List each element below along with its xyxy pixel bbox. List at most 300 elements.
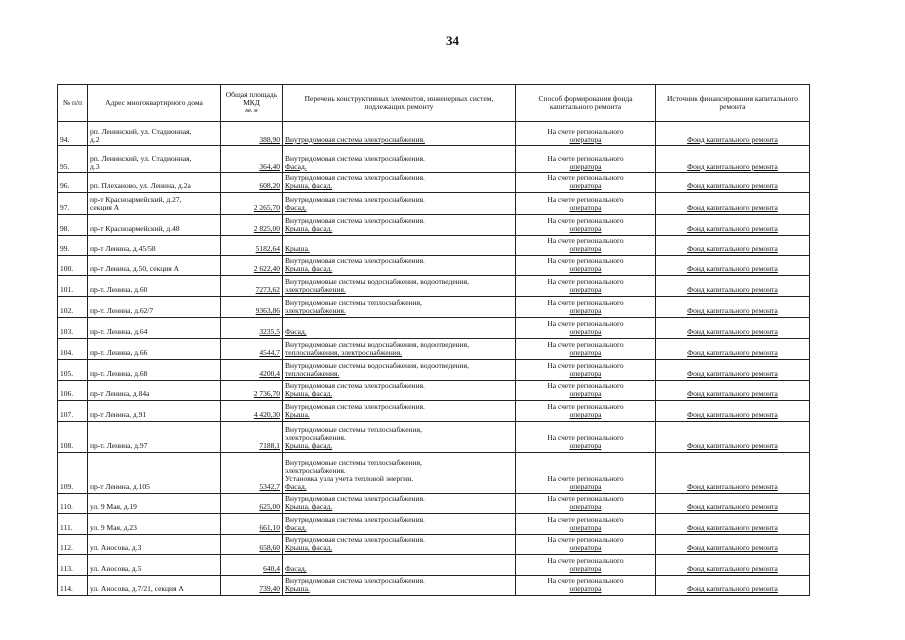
row-number: 96.: [58, 173, 88, 193]
source-value: Фонд капитального ремонта: [687, 584, 778, 594]
cell-line: пр-т. Ленина, д.66: [90, 348, 148, 358]
area-value: 625,00: [259, 502, 280, 512]
row-address: [88, 255, 221, 275]
cell-line: оператора: [569, 203, 602, 213]
row-number: 109.: [58, 452, 88, 493]
cell-line: Внутридомовая система электроснабжения.: [285, 173, 425, 182]
cell-line: Внутридомовые системы теплоснабжения,: [285, 298, 422, 307]
cell-line: оператора: [569, 224, 602, 234]
cell-line: Крыша, фасад.: [285, 502, 333, 512]
area-value: 3235,5: [259, 327, 280, 337]
row-address: [88, 513, 221, 534]
cell-line: На счете регионального: [547, 556, 624, 565]
row-area: [221, 380, 283, 400]
row-number: 114.: [58, 575, 88, 595]
area-value: 640,4: [263, 564, 280, 574]
cell-line: На счете регионального: [547, 535, 624, 544]
row-area: [221, 255, 283, 275]
table-row: [58, 275, 810, 296]
table-row: [58, 192, 810, 214]
cell-line: Фасад.: [285, 482, 307, 492]
cell-line: пр-т Красноармейский, д.27,: [90, 195, 182, 204]
row-source: [656, 359, 810, 380]
row-elements: [283, 192, 516, 214]
row-method: [516, 275, 656, 296]
row-source: [656, 235, 810, 255]
row-address: [88, 296, 221, 317]
cell-line: пр-т Ленина, д.45/58: [90, 244, 156, 254]
row-area: [221, 554, 283, 575]
cell-line: оператора: [569, 441, 602, 451]
row-source: [656, 534, 810, 554]
row-method: [516, 235, 656, 255]
area-value: 739,40: [259, 584, 280, 594]
row-number: 95.: [58, 146, 88, 173]
cell-line: Внутридомовая система электроснабжения.: [285, 216, 425, 225]
cell-line: Фасад.: [285, 161, 307, 171]
source-value: Фонд капитального ремонта: [687, 410, 778, 420]
row-address: [88, 275, 221, 296]
cell-line: Крыша, фасад.: [285, 181, 333, 191]
row-number: 97.: [58, 192, 88, 214]
cell-line: Внутридомовая система электроснабжения.: [285, 134, 425, 144]
row-area: [221, 338, 283, 359]
cell-line: На счете регионального: [547, 277, 624, 286]
cell-line: На счете регионального: [547, 236, 624, 245]
row-number: 102.: [58, 296, 88, 317]
header-area-label: Общая площадь МКД: [225, 89, 278, 108]
cell-line: пр-т. Ленина, д.64: [90, 327, 148, 337]
table-row: [58, 146, 810, 173]
cell-line: рп. Ленинский, ул. Стадионная,: [90, 153, 192, 163]
cell-line: Внутридомовая система электроснабжения.: [285, 494, 425, 503]
header-area-unit: кв. м: [245, 108, 258, 115]
area-value: 4 420,30: [253, 410, 280, 420]
row-elements: [283, 513, 516, 534]
row-number: 107.: [58, 400, 88, 421]
row-address: [88, 122, 221, 146]
source-value: Фонд капитального ремонта: [687, 181, 778, 191]
cell-line: На счете регионального: [547, 494, 624, 503]
row-address: [88, 173, 221, 193]
table-row: [58, 452, 810, 493]
source-value: Фонд капитального ремонта: [687, 482, 778, 492]
cell-line: На счете регионального: [547, 195, 624, 204]
cell-line: Внутридомовая система электроснабжения.: [285, 381, 425, 390]
area-value: 2 265,70: [253, 203, 280, 213]
table-row: [58, 554, 810, 575]
cell-line: теплоснабжения, электроснабжения.: [285, 348, 403, 358]
row-method: [516, 452, 656, 493]
row-method: [516, 380, 656, 400]
row-elements: [283, 380, 516, 400]
cell-line: Внутридомовые системы водоснабжения, водоотведения,: [285, 277, 469, 286]
row-method: [516, 338, 656, 359]
row-address: [88, 338, 221, 359]
source-value: Фонд капитального ремонта: [687, 285, 778, 295]
source-value: Фонд капитального ремонта: [687, 502, 778, 512]
cell-line: На счете регионального: [547, 361, 624, 370]
row-method: [516, 400, 656, 421]
row-address: [88, 317, 221, 338]
row-number: 94.: [58, 122, 88, 146]
table-body: [58, 122, 810, 596]
row-number: 101.: [58, 275, 88, 296]
area-value: 4200,4: [259, 369, 280, 379]
row-method: [516, 122, 656, 146]
row-address: [88, 359, 221, 380]
cell-line: Внутридомовые системы водоснабжения, водоотведения,: [285, 340, 469, 349]
row-elements: [283, 214, 516, 235]
cell-line: На счете регионального: [547, 381, 624, 390]
source-value: Фонд капитального ремонта: [687, 244, 778, 254]
row-method: [516, 296, 656, 317]
row-area: [221, 575, 283, 595]
row-source: [656, 296, 810, 317]
cell-line: Фасад.: [285, 523, 307, 533]
row-area: [221, 192, 283, 214]
table-row: [58, 359, 810, 380]
row-elements: [283, 359, 516, 380]
cell-line: На счете регионального: [547, 216, 624, 225]
row-method: [516, 554, 656, 575]
cell-line: Внутридомовая система электроснабжения.: [285, 256, 425, 265]
area-value: 608,20: [259, 181, 280, 191]
cell-line: оператора: [569, 369, 602, 379]
cell-line: оператора: [569, 181, 602, 191]
cell-line: д.3: [90, 161, 100, 171]
cell-line: На счете регионального: [547, 474, 624, 483]
cell-line: На счете регионального: [547, 340, 624, 349]
row-elements: [283, 452, 516, 493]
cell-line: На счете регионального: [547, 153, 624, 163]
row-method: [516, 534, 656, 554]
row-source: [656, 493, 810, 513]
cell-line: оператора: [569, 306, 602, 316]
area-value: 2 825,00: [253, 224, 280, 234]
row-source: [656, 338, 810, 359]
table-row: [58, 493, 810, 513]
row-area: [221, 317, 283, 338]
header-method: Способ формирования фонда капитального ремонта: [516, 85, 656, 122]
area-value: 364,40: [259, 161, 280, 171]
cell-line: секция А: [90, 203, 120, 213]
row-area: [221, 421, 283, 452]
source-value: Фонд капитального ремонта: [687, 389, 778, 399]
row-number: 111.: [58, 513, 88, 534]
row-address: [88, 493, 221, 513]
row-number: 98.: [58, 214, 88, 235]
row-number: 105.: [58, 359, 88, 380]
source-value: Фонд капитального ремонта: [687, 134, 778, 144]
row-source: [656, 192, 810, 214]
cell-line: электроснабжения.: [285, 433, 346, 442]
cell-line: Крыша.: [285, 410, 310, 420]
area-value: 7273,62: [255, 285, 280, 295]
row-number: 100.: [58, 255, 88, 275]
repair-table: [57, 84, 810, 596]
table-row: [58, 214, 810, 235]
row-number: 108.: [58, 421, 88, 452]
header-elements: Перечень конструктивных элементов, инженерных систем, подлежащих ремонту: [283, 85, 516, 122]
row-source: [656, 122, 810, 146]
cell-line: теплоснабжения.: [285, 369, 340, 379]
row-elements: [283, 575, 516, 595]
row-elements: [283, 338, 516, 359]
row-area: [221, 359, 283, 380]
row-elements: [283, 173, 516, 193]
cell-line: На счете регионального: [547, 433, 624, 442]
cell-line: Внутридомовые системы теплоснабжения,: [285, 457, 422, 467]
cell-line: На счете регионального: [547, 126, 624, 136]
row-method: [516, 513, 656, 534]
row-elements: [283, 421, 516, 452]
row-elements: [283, 255, 516, 275]
row-address: [88, 554, 221, 575]
row-source: [656, 275, 810, 296]
cell-line: ул. Аносова, д.5: [90, 564, 142, 574]
row-method: [516, 255, 656, 275]
cell-line: электроснабжения.: [285, 285, 346, 295]
cell-line: пр-т Ленина, д.105: [90, 482, 150, 492]
cell-line: На счете регионального: [547, 256, 624, 265]
cell-line: Крыша, фасад.: [285, 389, 333, 399]
row-area: [221, 146, 283, 173]
cell-line: Внутридомовая система электроснабжения.: [285, 535, 425, 544]
row-method: [516, 192, 656, 214]
cell-line: Установка узла учета тепловой энергии.: [285, 474, 414, 483]
row-number: 104.: [58, 338, 88, 359]
row-area: [221, 534, 283, 554]
source-value: Фонд капитального ремонта: [687, 348, 778, 358]
row-source: [656, 214, 810, 235]
row-area: [221, 452, 283, 493]
table-row: [58, 380, 810, 400]
row-address: [88, 452, 221, 493]
area-value: 2 736,70: [253, 389, 280, 399]
cell-line: д.2: [90, 134, 100, 144]
cell-line: На счете регионального: [547, 402, 624, 411]
row-source: [656, 400, 810, 421]
table-row: [58, 400, 810, 421]
row-source: [656, 317, 810, 338]
cell-line: электроснабжения.: [285, 306, 346, 316]
area-value: 4544,7: [259, 348, 280, 358]
cell-line: оператора: [569, 482, 602, 492]
cell-line: оператора: [569, 244, 602, 254]
row-method: [516, 493, 656, 513]
row-number: 113.: [58, 554, 88, 575]
table-row: [58, 534, 810, 554]
cell-line: пр-т Ленина, д.91: [90, 410, 147, 420]
cell-line: оператора: [569, 584, 602, 594]
row-source: [656, 513, 810, 534]
row-area: [221, 235, 283, 255]
row-address: [88, 192, 221, 214]
cell-line: На счете регионального: [547, 515, 624, 524]
row-address: [88, 380, 221, 400]
cell-line: Фасад.: [285, 327, 307, 337]
cell-line: Крыша, фасад.: [285, 224, 333, 234]
row-number: 103.: [58, 317, 88, 338]
source-value: Фонд капитального ремонта: [687, 441, 778, 451]
area-value: 7188,1: [259, 441, 280, 451]
row-elements: [283, 296, 516, 317]
row-area: [221, 173, 283, 193]
cell-line: пр-т Ленина, д.84а: [90, 389, 150, 399]
source-value: Фонд капитального ремонта: [687, 161, 778, 171]
cell-line: ул. Аносова, д.3: [90, 543, 142, 553]
row-elements: [283, 554, 516, 575]
row-method: [516, 575, 656, 595]
area-value: 2 622,40: [253, 264, 280, 274]
page-number: 34: [446, 33, 459, 48]
row-number: 112.: [58, 534, 88, 554]
row-elements: [283, 122, 516, 146]
row-source: [656, 575, 810, 595]
row-source: [656, 452, 810, 493]
cell-line: пр-т. Ленина, д.62/7: [90, 306, 154, 316]
row-number: 110.: [58, 493, 88, 513]
row-method: [516, 173, 656, 193]
table-row: [58, 296, 810, 317]
table-row: [58, 235, 810, 255]
row-address: [88, 421, 221, 452]
source-value: Фонд капитального ремонта: [687, 264, 778, 274]
row-method: [516, 317, 656, 338]
cell-line: ул. Аносова, д.7/21, секция А: [90, 584, 184, 594]
header-area: [221, 85, 283, 122]
cell-line: Крыша, фасад.: [285, 441, 333, 451]
row-address: [88, 146, 221, 173]
source-value: Фонд капитального ремонта: [687, 369, 778, 379]
source-value: Фонд капитального ремонта: [687, 224, 778, 234]
table-row: [58, 513, 810, 534]
row-area: [221, 513, 283, 534]
row-source: [656, 421, 810, 452]
row-elements: [283, 493, 516, 513]
cell-line: Внутридомовая система электроснабжения.: [285, 515, 425, 524]
row-number: 99.: [58, 235, 88, 255]
row-address: [88, 575, 221, 595]
cell-line: оператора: [569, 389, 602, 399]
cell-line: электроснабжения.: [285, 465, 346, 475]
table-row: [58, 338, 810, 359]
row-address: [88, 235, 221, 255]
cell-line: оператора: [569, 285, 602, 295]
header-source: Источник финансирования капитального ремонта: [656, 85, 810, 122]
area-value: 658,60: [259, 543, 280, 553]
row-elements: [283, 146, 516, 173]
cell-line: ул. 9 Мая, д.19: [90, 502, 137, 512]
table-row: [58, 255, 810, 275]
row-method: [516, 214, 656, 235]
cell-line: Крыша.: [285, 244, 310, 254]
cell-line: Фасад.: [285, 564, 307, 574]
row-elements: [283, 317, 516, 338]
table-header-row: [58, 85, 810, 122]
cell-line: На счете регионального: [547, 298, 624, 307]
cell-line: оператора: [569, 134, 602, 144]
row-area: [221, 275, 283, 296]
cell-line: оператора: [569, 502, 602, 512]
row-area: [221, 400, 283, 421]
row-address: [88, 214, 221, 235]
area-value: 661,10: [259, 523, 280, 533]
table-row: [58, 317, 810, 338]
cell-line: На счете регионального: [547, 319, 624, 328]
row-elements: [283, 534, 516, 554]
row-area: [221, 493, 283, 513]
cell-line: пр-т. Ленина, д.68: [90, 369, 148, 379]
cell-line: Внутридомовая система электроснабжения.: [285, 576, 425, 585]
source-value: Фонд капитального ремонта: [687, 523, 778, 533]
cell-line: рп. Ленинский, ул. Стадионная,: [90, 126, 192, 136]
row-elements: [283, 400, 516, 421]
cell-line: пр-т. Ленина, д.97: [90, 441, 148, 451]
row-area: [221, 214, 283, 235]
row-elements: [283, 235, 516, 255]
table-row: [58, 421, 810, 452]
cell-line: Внутридомовая система электроснабжения.: [285, 195, 425, 204]
row-address: [88, 400, 221, 421]
area-value: 388,90: [259, 134, 280, 144]
cell-line: оператора: [569, 543, 602, 553]
row-number: 106.: [58, 380, 88, 400]
row-method: [516, 421, 656, 452]
row-method: [516, 359, 656, 380]
source-value: Фонд капитального ремонта: [687, 564, 778, 574]
row-method: [516, 146, 656, 173]
cell-line: Крыша, фасад.: [285, 543, 333, 553]
table-row: [58, 575, 810, 595]
cell-line: оператора: [569, 264, 602, 274]
table-row: [58, 173, 810, 193]
source-value: Фонд капитального ремонта: [687, 327, 778, 337]
cell-line: оператора: [569, 410, 602, 420]
source-value: Фонд капитального ремонта: [687, 306, 778, 316]
cell-line: пр-т Красноармейский, д.48: [90, 224, 180, 234]
header-address: Адрес многоквартирного дома: [88, 85, 221, 122]
area-value: 5182,64: [255, 244, 280, 254]
cell-line: Фасад.: [285, 203, 307, 213]
row-source: [656, 380, 810, 400]
cell-line: Крыша.: [285, 584, 310, 594]
cell-line: пр-т Ленина, д.50, секция А: [90, 264, 180, 274]
area-value: 9363,86: [255, 306, 280, 316]
cell-line: Внутридомовая система электроснабжения.: [285, 153, 425, 163]
cell-line: оператора: [569, 327, 602, 337]
header-num: № п/п: [58, 85, 88, 122]
source-value: Фонд капитального ремонта: [687, 543, 778, 553]
row-area: [221, 296, 283, 317]
cell-line: оператора: [569, 564, 602, 574]
cell-line: пр-т. Ленина, д.60: [90, 285, 148, 295]
cell-line: Внутридомовые системы водоснабжения, водоотведения,: [285, 361, 469, 370]
row-source: [656, 173, 810, 193]
row-source: [656, 146, 810, 173]
source-value: Фонд капитального ремонта: [687, 203, 778, 213]
cell-line: На счете регионального: [547, 576, 624, 585]
row-address: [88, 534, 221, 554]
row-elements: [283, 275, 516, 296]
area-value: 5342,7: [259, 482, 280, 492]
cell-line: На счете регионального: [547, 173, 624, 182]
row-area: [221, 122, 283, 146]
table-row: [58, 122, 810, 146]
cell-line: ул. 9 Мая, д.23: [90, 523, 137, 533]
row-source: [656, 255, 810, 275]
